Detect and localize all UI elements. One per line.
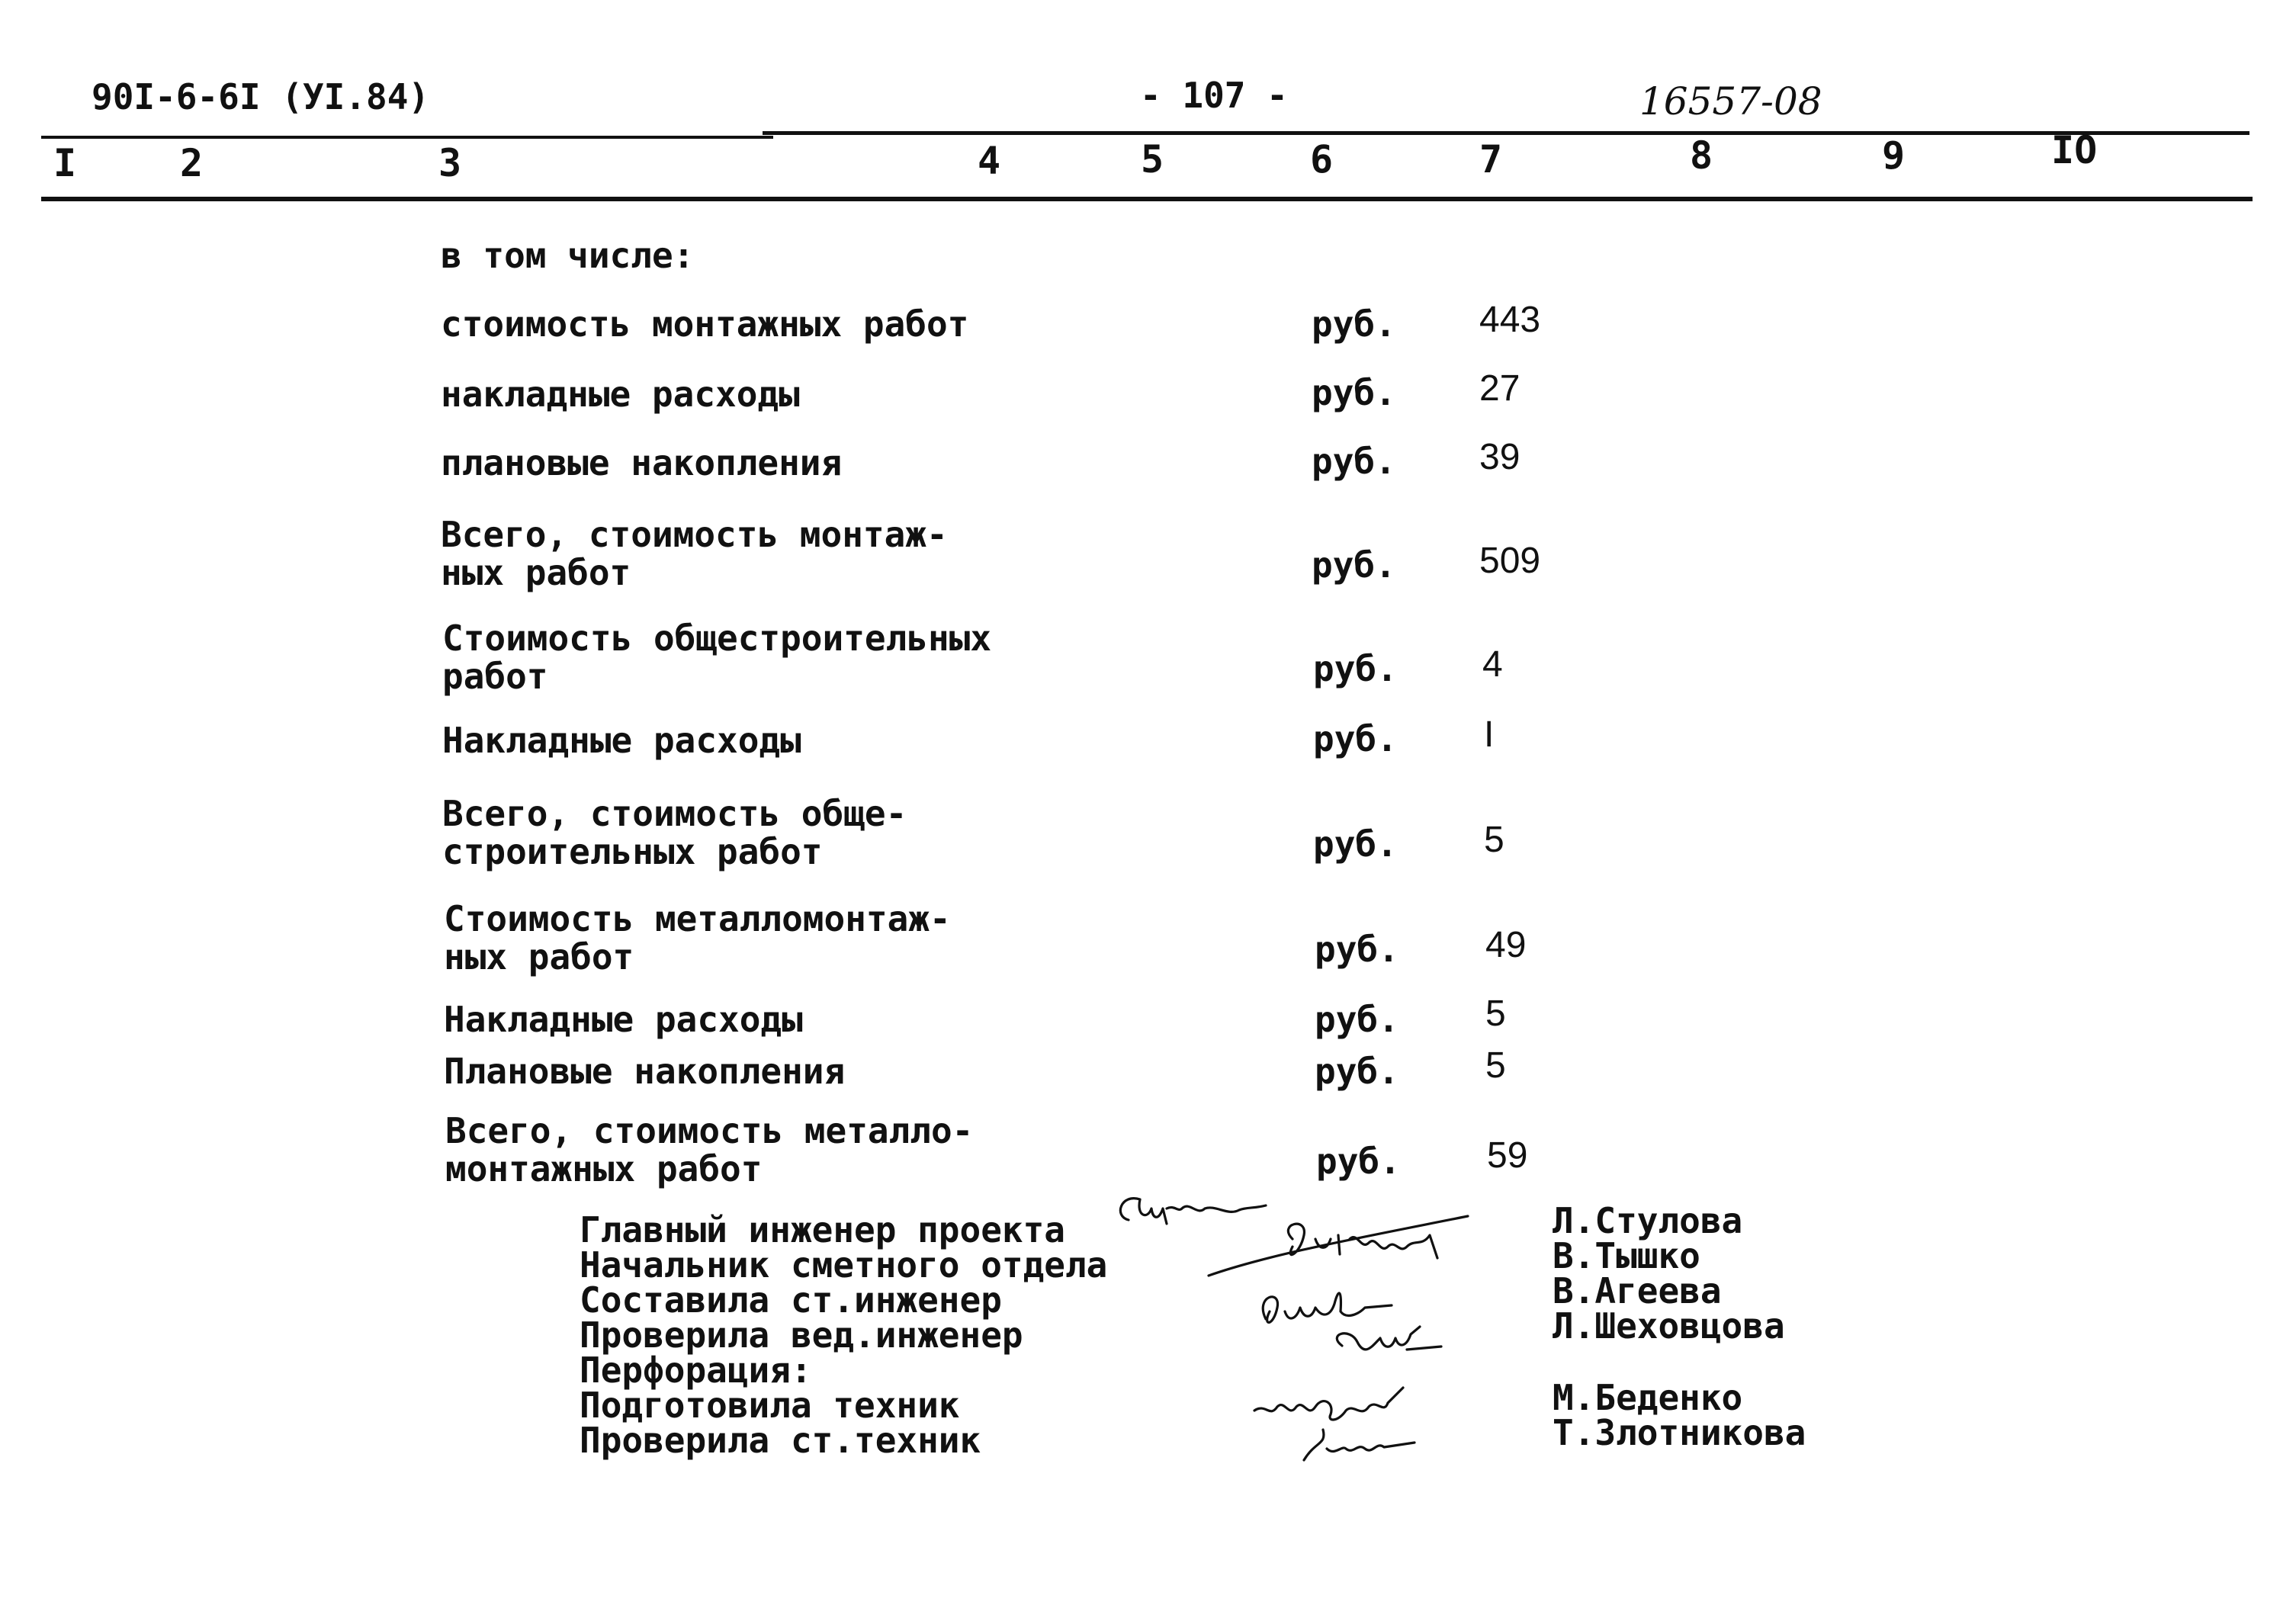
row-description: Всего, стоимость металло- монтажных работ (445, 1110, 974, 1189)
row-value: 509 (1479, 541, 1541, 581)
header-rule-top (763, 131, 2249, 135)
row-description: Всего, стоимость монтаж- ных работ (441, 514, 948, 593)
row-unit: руб. (1313, 823, 1398, 865)
row-unit: руб. (1315, 999, 1399, 1040)
row-description: Всего, стоимость обще- строительных работ (442, 793, 907, 872)
row-unit: руб. (1313, 648, 1398, 689)
row-description: Стоимость металломонтаж- ных работ (444, 898, 951, 977)
row-value: 39 (1479, 437, 1520, 477)
row-value: 27 (1479, 368, 1520, 409)
row-description: Накладные расходы (442, 720, 801, 761)
row-unit: руб. (1312, 544, 1396, 586)
signature-role: Главный инженер проекта (580, 1209, 1065, 1250)
row-unit: руб. (1312, 303, 1396, 345)
signature-role: Начальник сметного отдела (580, 1244, 1108, 1286)
document-code: 90I-6-6I (УI.84) (92, 76, 430, 117)
row-unit: руб. (1312, 372, 1396, 413)
handwritten-signature-technician (1251, 1372, 1449, 1472)
column-number-9: 9 (1882, 133, 1906, 178)
column-number-4: 4 (978, 139, 1001, 183)
row-unit: руб. (1313, 718, 1398, 759)
row-unit: руб. (1316, 1141, 1401, 1182)
row-unit: руб. (1315, 1051, 1399, 1092)
row-value: 59 (1487, 1135, 1528, 1176)
row-description: накладные расходы (441, 374, 800, 415)
row-description: Плановые накопления (444, 1051, 846, 1092)
column-number-5: 5 (1141, 137, 1164, 181)
handwritten-signature-department-head (1201, 1193, 1476, 1285)
row-value: 5 (1485, 993, 1506, 1034)
column-number-1: I (53, 141, 77, 185)
row-description: плановые накопления (441, 442, 843, 483)
handwritten-signature-estimator (1251, 1273, 1449, 1372)
row-description: Стоимость общестроительных работ (442, 618, 992, 697)
signature-role: Подготовила техник (580, 1385, 960, 1426)
signature-name: Л.Стулова (1553, 1200, 1743, 1241)
signature-role: Проверила вед.инженер (580, 1314, 1023, 1356)
column-number-2: 2 (180, 141, 204, 185)
row-value: 5 (1484, 820, 1504, 860)
row-unit: руб. (1312, 441, 1396, 482)
row-value: 5 (1485, 1045, 1506, 1086)
section-intro: в том числе: (441, 235, 695, 276)
column-number-10: IO (2051, 128, 2098, 172)
row-description: стоимость монтажных работ (441, 303, 969, 345)
registration-number: 16557-08 (1639, 79, 1822, 124)
header-rule-top-left (41, 136, 773, 139)
signature-role: Перфорация: (580, 1350, 812, 1391)
column-number-7: 7 (1479, 137, 1503, 181)
signature-name: Т.Злотникова (1553, 1412, 1806, 1453)
page-number: - 107 - (1140, 75, 1288, 116)
signature-name: Л.Шеховцова (1553, 1305, 1785, 1347)
signature-role: Проверила ст.техник (580, 1420, 981, 1461)
row-value: 49 (1485, 925, 1527, 965)
column-number-8: 8 (1690, 133, 1713, 178)
column-number-3: 3 (438, 141, 462, 185)
header-rule-bottom (41, 197, 2253, 201)
row-unit: руб. (1315, 929, 1399, 970)
column-number-6: 6 (1310, 137, 1334, 181)
signature-role: Составила ст.инженер (580, 1279, 1002, 1321)
row-value: 443 (1479, 300, 1541, 340)
row-description: Накладные расходы (444, 999, 803, 1040)
signature-name: М.Беденко (1553, 1377, 1743, 1418)
signature-name: В.Агеева (1553, 1270, 1722, 1311)
row-value: I (1484, 714, 1495, 755)
signature-name: В.Тышко (1553, 1235, 1700, 1276)
row-value: 4 (1482, 644, 1503, 685)
